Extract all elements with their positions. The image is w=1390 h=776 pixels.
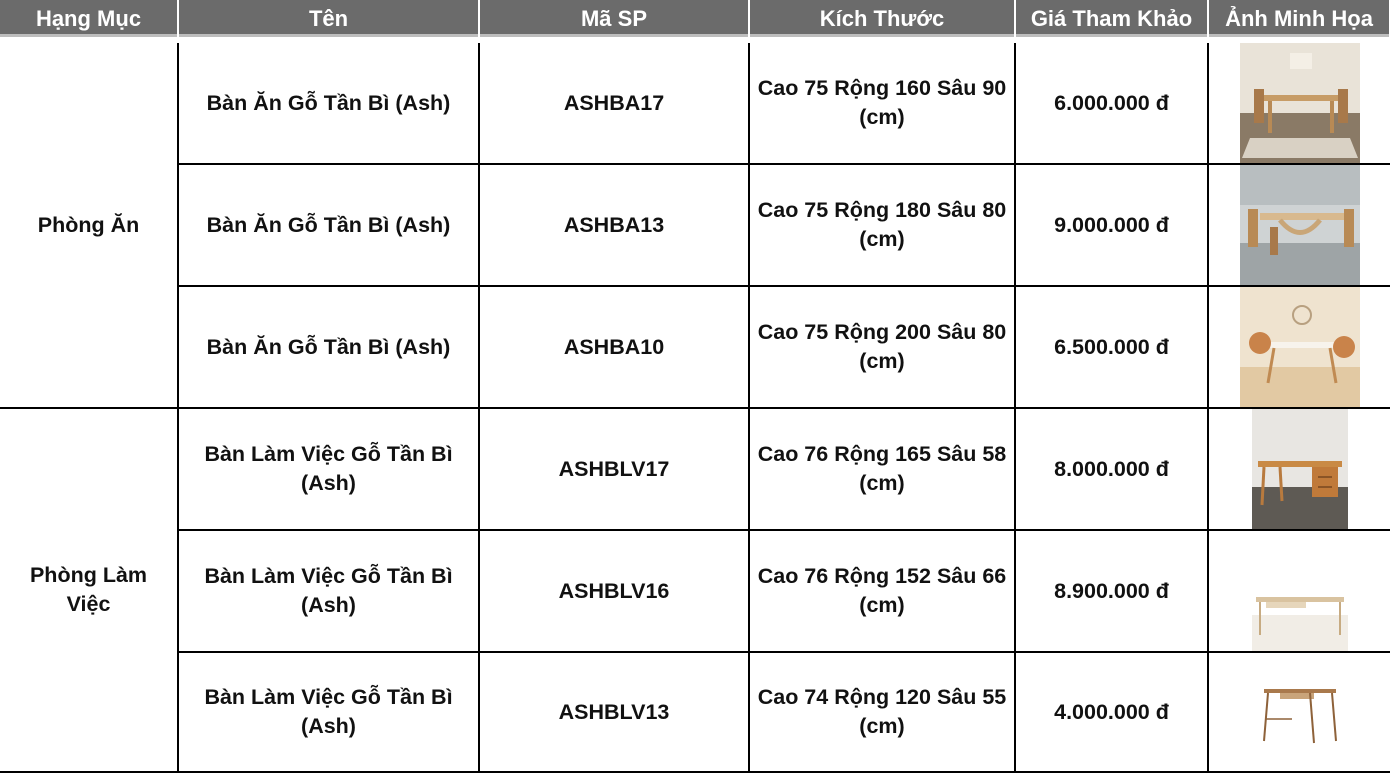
product-image-cell — [1208, 652, 1390, 772]
header-name: Tên — [178, 0, 479, 37]
header-category: Hạng Mục — [0, 0, 178, 37]
product-name: Bàn Ăn Gỗ Tần Bì (Ash) — [178, 286, 479, 408]
product-size: Cao 75 Rộng 180 Sâu 80 (cm) — [749, 164, 1015, 286]
product-size: Cao 76 Rộng 165 Sâu 58 (cm) — [749, 408, 1015, 530]
product-code: ASHBA10 — [479, 286, 749, 408]
header-image: Ảnh Minh Họa — [1208, 0, 1390, 37]
product-image-cell — [1208, 43, 1390, 164]
desk-photo — [1252, 409, 1348, 529]
product-code: ASHBLV13 — [479, 652, 749, 772]
table-row — [0, 530, 1390, 652]
product-name: Bàn Làm Việc Gỗ Tần Bì (Ash) — [178, 530, 479, 652]
dining-table-photo — [1240, 43, 1360, 163]
category-cell: Phòng Ăn — [0, 43, 178, 408]
product-image-cell — [1208, 164, 1390, 286]
table-row — [0, 652, 1390, 772]
product-code: ASHBLV16 — [479, 530, 749, 652]
desk-photo — [1252, 653, 1348, 771]
product-price: 8.900.000 đ — [1015, 530, 1208, 652]
product-price: 8.000.000 đ — [1015, 408, 1208, 530]
product-price: 6.000.000 đ — [1015, 43, 1208, 164]
dining-table-photo — [1240, 287, 1360, 407]
product-image-cell — [1208, 530, 1390, 652]
product-price: 9.000.000 đ — [1015, 164, 1208, 286]
product-image-cell — [1208, 286, 1390, 408]
category-cell: Phòng Làm Việc — [0, 408, 178, 772]
product-code: ASHBLV17 — [479, 408, 749, 530]
product-code: ASHBA13 — [479, 164, 749, 286]
product-price: 6.500.000 đ — [1015, 286, 1208, 408]
header-row — [0, 0, 1390, 37]
product-image-cell — [1208, 408, 1390, 530]
product-price: 4.000.000 đ — [1015, 652, 1208, 772]
table-row — [0, 43, 1390, 164]
dining-table-photo — [1240, 165, 1360, 285]
header-price: Giá Tham Khảo — [1015, 0, 1208, 37]
product-name: Bàn Ăn Gỗ Tần Bì (Ash) — [178, 164, 479, 286]
product-name: Bàn Làm Việc Gỗ Tần Bì (Ash) — [178, 408, 479, 530]
table-row — [0, 164, 1390, 286]
product-name: Bàn Làm Việc Gỗ Tần Bì (Ash) — [178, 652, 479, 772]
table-row — [0, 408, 1390, 530]
product-size: Cao 75 Rộng 200 Sâu 80 (cm) — [749, 286, 1015, 408]
desk-photo — [1252, 531, 1348, 651]
header-size: Kích Thước — [749, 0, 1015, 37]
product-size: Cao 74 Rộng 120 Sâu 55 (cm) — [749, 652, 1015, 772]
table-row — [0, 286, 1390, 408]
header-code: Mã SP — [479, 0, 749, 37]
product-size: Cao 76 Rộng 152 Sâu 66 (cm) — [749, 530, 1015, 652]
product-code: ASHBA17 — [479, 43, 749, 164]
product-size: Cao 75 Rộng 160 Sâu 90 (cm) — [749, 43, 1015, 164]
product-name: Bàn Ăn Gỗ Tần Bì (Ash) — [178, 43, 479, 164]
